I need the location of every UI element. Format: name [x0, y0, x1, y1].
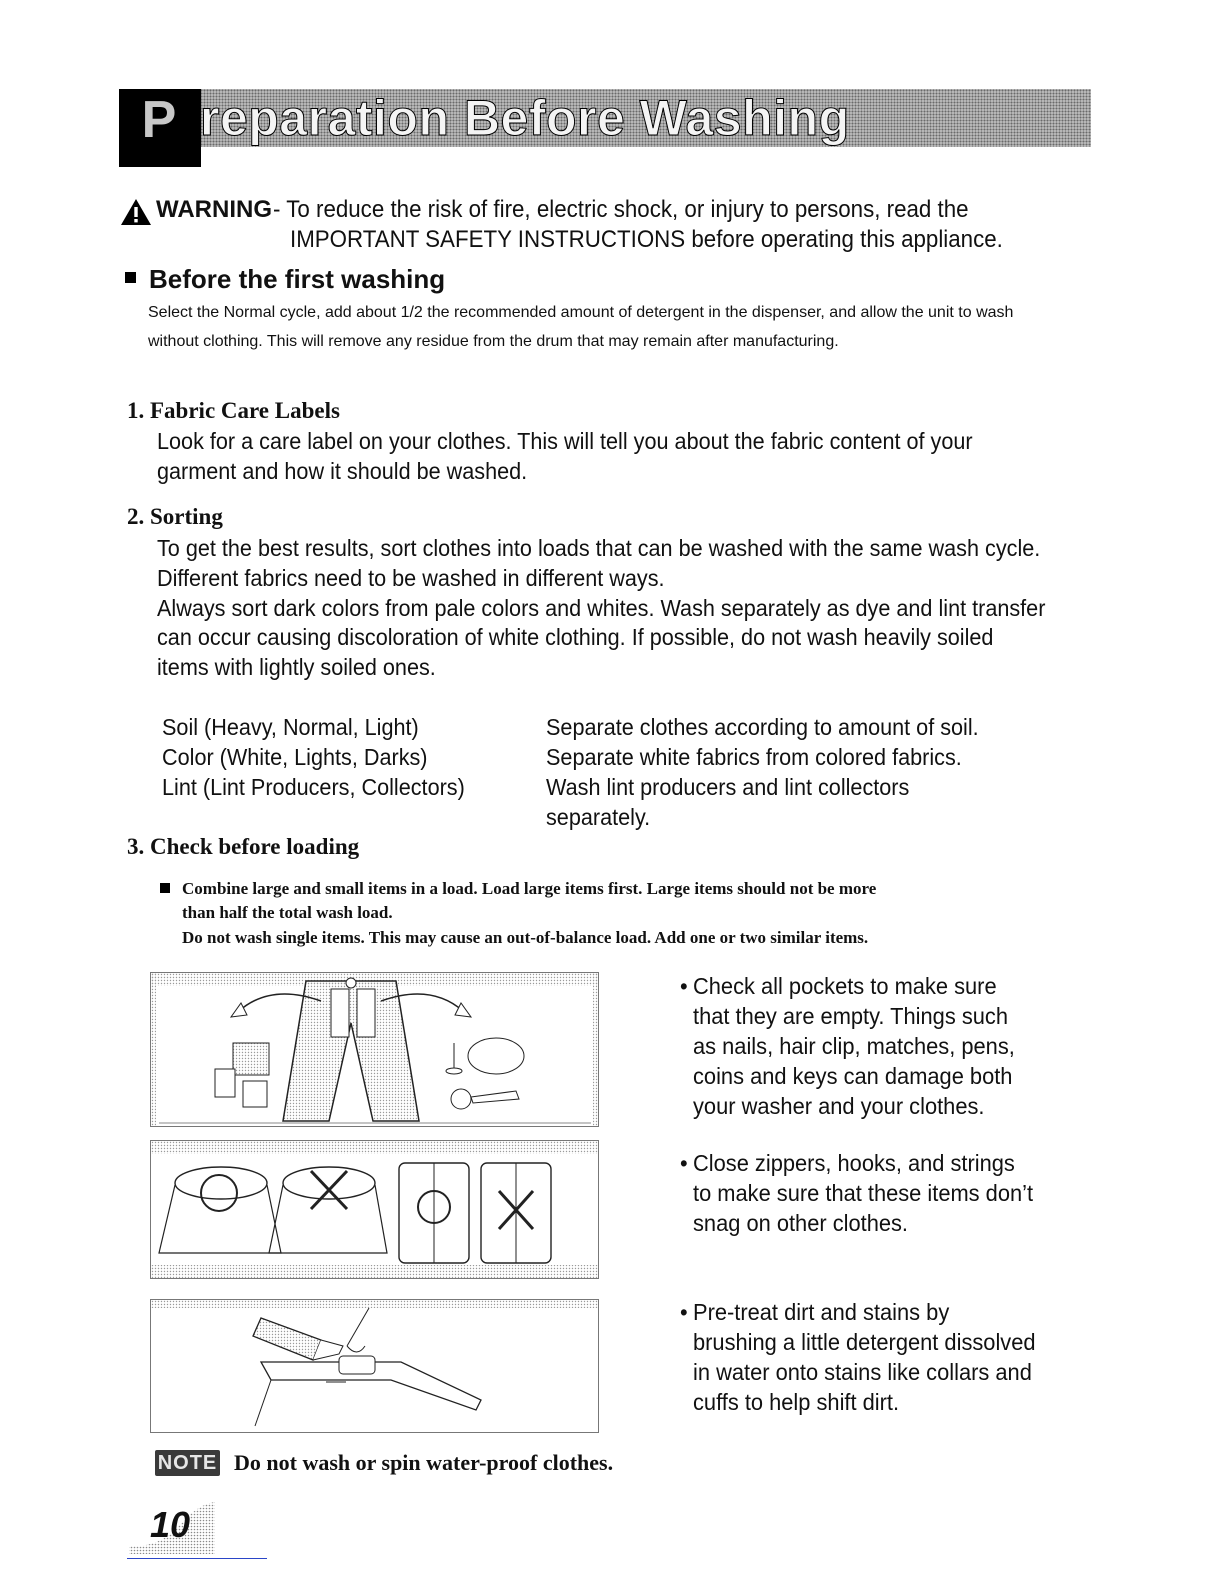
sort-category: Soil (Heavy, Normal, Light): [162, 714, 419, 740]
tip-pockets-text: Check all pockets to make sure: [693, 973, 997, 999]
sort-instruction: Wash lint producers and lint collectors: [546, 774, 910, 800]
footer-rule: [127, 1558, 267, 1559]
section-fabric-care-text: Look for a care label on your clothes. This will tell you about the fabric content of your: [157, 428, 973, 454]
first-washing-body: Select the Normal cycle, add about 1/2 the recommended amount of detergent in the dispenser, and allow the unit to wash without clothing. This will remove any residue from the drum that may remain after manufacturing.: [148, 304, 1014, 350]
tip-pretreat-text: in water onto stains like collars and: [693, 1359, 1032, 1385]
tip-pockets-text: that they are empty. Things such: [693, 1003, 1008, 1029]
square-bullet-icon: [125, 272, 136, 283]
tip-pretreat-text: cuffs to help shift dirt.: [693, 1389, 900, 1415]
first-washing-title: Before the first washing: [149, 264, 446, 294]
tip-zippers-text: snag on other clothes.: [693, 1210, 909, 1236]
page-title: reparation Before Washing: [200, 90, 850, 146]
tip-bullet: •: [680, 1299, 688, 1325]
section-sorting-text: Always sort dark colors from pale colors and whites. Wash separately as dye and lint transfer: [157, 595, 1046, 621]
section-fabric-care-title: 1. Fabric Care Labels: [127, 398, 340, 423]
header-initial: P: [141, 91, 177, 149]
tip-zippers-text: to make sure that these items don’t: [693, 1180, 1034, 1206]
tip-zippers-text: Close zippers, hooks, and strings: [693, 1150, 1015, 1176]
section-sorting-text: Different fabrics need to be washed in different ways.: [157, 565, 665, 591]
note-badge: NOTE: [155, 1450, 220, 1476]
detergent-pretreat-illustration: [150, 1299, 599, 1433]
warning-text-line2: IMPORTANT SAFETY INSTRUCTIONS before operating this appliance.: [290, 226, 1003, 253]
tip-pockets-text: as nails, hair clip, matches, pens,: [693, 1033, 1015, 1059]
section-sorting-text: To get the best results, sort clothes into loads that can be washed with the same wash cycle.: [157, 535, 1041, 561]
tip-pretreat-text: Pre-treat dirt and stains by: [693, 1299, 950, 1325]
section-check-text: Combine large and small items in a load. Load large items first. Large items should not be more: [182, 879, 877, 898]
sort-instruction: Separate clothes according to amount of soil.: [546, 714, 979, 740]
tip-bullet: •: [680, 973, 688, 999]
sort-category: Lint (Lint Producers, Collectors): [162, 774, 465, 800]
tip-pretreat-text: brushing a little detergent dissolved: [693, 1329, 1036, 1355]
tip-pockets-text: your washer and your clothes.: [693, 1093, 985, 1119]
section-check-text: than half the total wash load.: [182, 903, 393, 922]
section-sorting-text: items with lightly soiled ones.: [157, 654, 436, 680]
warning-text-line1: - To reduce the risk of fire, electric shock, or injury to persons, read the: [273, 196, 969, 223]
square-bullet-icon: [160, 883, 170, 893]
warning-triangle-icon: [120, 198, 152, 226]
pants-pockets-illustration: [150, 972, 599, 1127]
section-check-text: Do not wash single items. This may cause an out-of-balance load. Add one or two similar items.: [182, 928, 869, 947]
sort-instruction: Separate white fabrics from colored fabrics.: [546, 744, 962, 770]
sort-instruction: separately.: [546, 804, 651, 830]
note-text: Do not wash or spin water-proof clothes.: [234, 1450, 614, 1475]
tip-bullet: •: [680, 1150, 688, 1176]
section-fabric-care-text: garment and how it should be washed.: [157, 458, 528, 484]
section-sorting-text: can occur causing discoloration of white clothing. If possible, do not wash heavily soiled: [157, 624, 994, 650]
sort-category: Color (White, Lights, Darks): [162, 744, 428, 770]
section-sorting-title: 2. Sorting: [127, 504, 223, 529]
tip-pockets-text: coins and keys can damage both: [693, 1063, 1013, 1089]
warning-label: WARNING: [156, 196, 272, 223]
page-number: 10: [150, 1504, 191, 1545]
section-check-title: 3. Check before loading: [127, 834, 360, 859]
zipper-shirt-illustration: [150, 1140, 599, 1279]
